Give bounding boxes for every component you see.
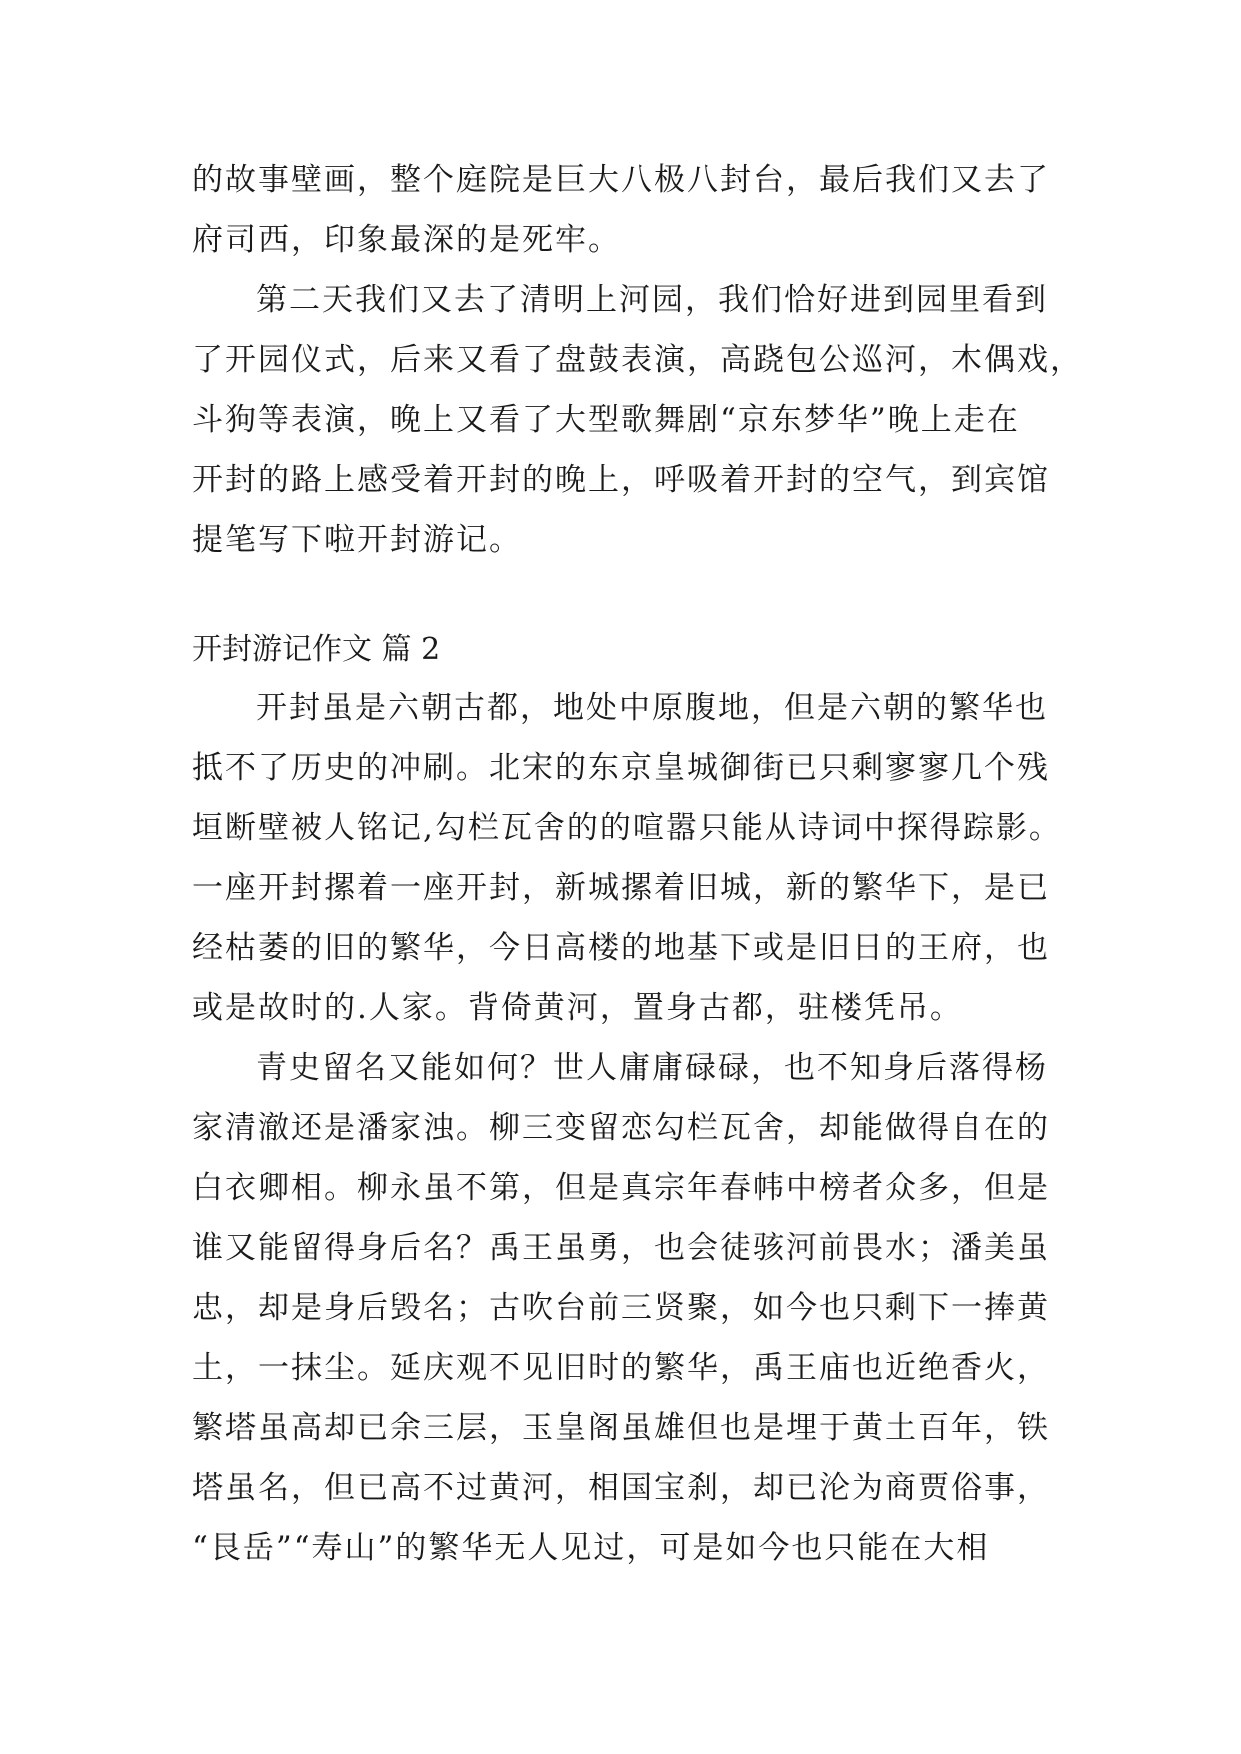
text-line: 白衣卿相。柳永虽不第，但是真宗年春帏中榜者众多，但是	[192, 1170, 1050, 1206]
text-line: 繁塔虽高却已余三层，玉皇阁虽雄但也是埋于黄土百年，铁	[192, 1410, 1050, 1446]
section-gap	[192, 570, 1052, 622]
text-line: 抵不了历史的冲刷。北宋的东京皇城御街已只剩寥寥几个残	[192, 750, 1050, 786]
text-line: 府司西，印象最深的是死牢。	[192, 222, 621, 258]
section-title: 开封游记作文 篇 2	[192, 632, 441, 667]
text-line: 了开园仪式，后来又看了盘鼓表演，高跷包公巡河，木偶戏，	[192, 342, 1083, 378]
text-line: 开封的路上感受着开封的晚上，呼吸着开封的空气，到宾馆	[192, 462, 1050, 498]
text-line: 的故事壁画，整个庭院是巨大八极八封台，最后我们又去了	[192, 162, 1050, 198]
document-body	[192, 150, 1083, 1578]
text-line: 青史留名又能如何？世人庸庸碌碌，也不知身后落得杨	[256, 1050, 1048, 1086]
text-line: 第二天我们又去了清明上河园，我们恰好进到园里看到	[256, 282, 1048, 318]
text-line: 土，一抹尘。延庆观不见旧时的繁华，禹王庙也近绝香火，	[192, 1350, 1050, 1386]
text-line: 开封虽是六朝古都，地处中原腹地，但是六朝的繁华也	[256, 690, 1048, 726]
text-line: 一座开封摞着一座开封，新城摞着旧城，新的繁华下，是已	[192, 870, 1050, 906]
text-line: 谁又能留得身后名？禹王虽勇，也会徒骇河前畏水；潘美虽	[192, 1230, 1050, 1266]
text-line: 提笔写下啦开封游记。	[192, 522, 522, 558]
text-line: 经枯萎的旧的繁华，今日高楼的地基下或是旧日的王府，也	[192, 930, 1050, 966]
text-line: 垣断壁被人铭记,勾栏瓦舍的的喧嚣只能从诗词中探得踪影。	[192, 810, 1062, 846]
paragraph-ancient-capital	[192, 678, 1062, 1038]
text-line: 斗狗等表演，晚上又看了大型歌舞剧“京东梦华”晚上走在	[192, 402, 1020, 438]
paragraph-history	[192, 1038, 1052, 1578]
text-line: 或是故时的.人家。背倚黄河，置身古都，驻楼凭吊。	[192, 990, 963, 1026]
paragraph-continuation	[192, 150, 1052, 270]
text-line: 塔虽名，但已高不过黄河，相国宝刹，却已沦为商贾俗事，	[192, 1470, 1050, 1506]
text-line: 忠，却是身后毁名；古吹台前三贤聚，如今也只剩下一捧黄	[192, 1290, 1050, 1326]
text-line: 家清澈还是潘家浊。柳三变留恋勾栏瓦舍，却能做得自在的	[192, 1110, 1050, 1146]
text-line: “艮岳”“寿山”的繁华无人见过，可是如今也只能在大相	[192, 1530, 990, 1566]
paragraph-qingming	[192, 270, 1083, 570]
